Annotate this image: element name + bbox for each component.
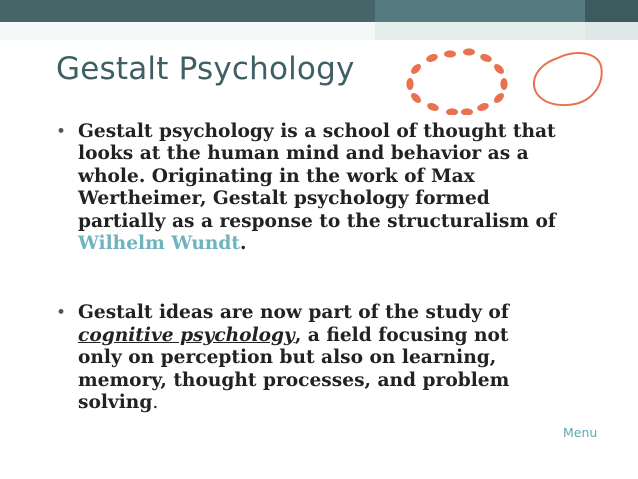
bullet-marker: • xyxy=(56,122,67,142)
bullet-list xyxy=(56,121,556,414)
header-band xyxy=(0,0,638,22)
bullet-marker: • xyxy=(56,303,67,324)
bullet-item xyxy=(56,302,556,414)
bullet-item xyxy=(56,121,556,255)
decorative-dots-graphic xyxy=(395,40,638,115)
bullet-text: , a field focusing not only on perception but also on learning, memory, thought processes, and problem solving xyxy=(78,324,510,414)
slide-title: Gestalt Psychology xyxy=(56,51,355,87)
dot-ring xyxy=(406,48,507,115)
bullet-end: . xyxy=(240,233,247,255)
header-strip xyxy=(0,22,638,40)
bullet-text: Gestalt psychology is a school of thought that looks at the human mind and behavior as a whole. Originating in the work of Max Wertheimer, Gestalt psychology formed partially as a response to the structuralism of xyxy=(78,121,556,232)
bullet-start: Gestalt ideas are now part of the study of xyxy=(78,302,509,324)
bullet-end: . xyxy=(152,392,159,414)
cognitive-psychology-link[interactable]: cognitive psychology xyxy=(78,324,295,346)
wilhelm-wundt-link[interactable]: Wilhelm Wundt xyxy=(78,233,240,255)
menu-link[interactable]: Menu xyxy=(563,425,598,440)
open-circle-arc xyxy=(534,53,602,105)
